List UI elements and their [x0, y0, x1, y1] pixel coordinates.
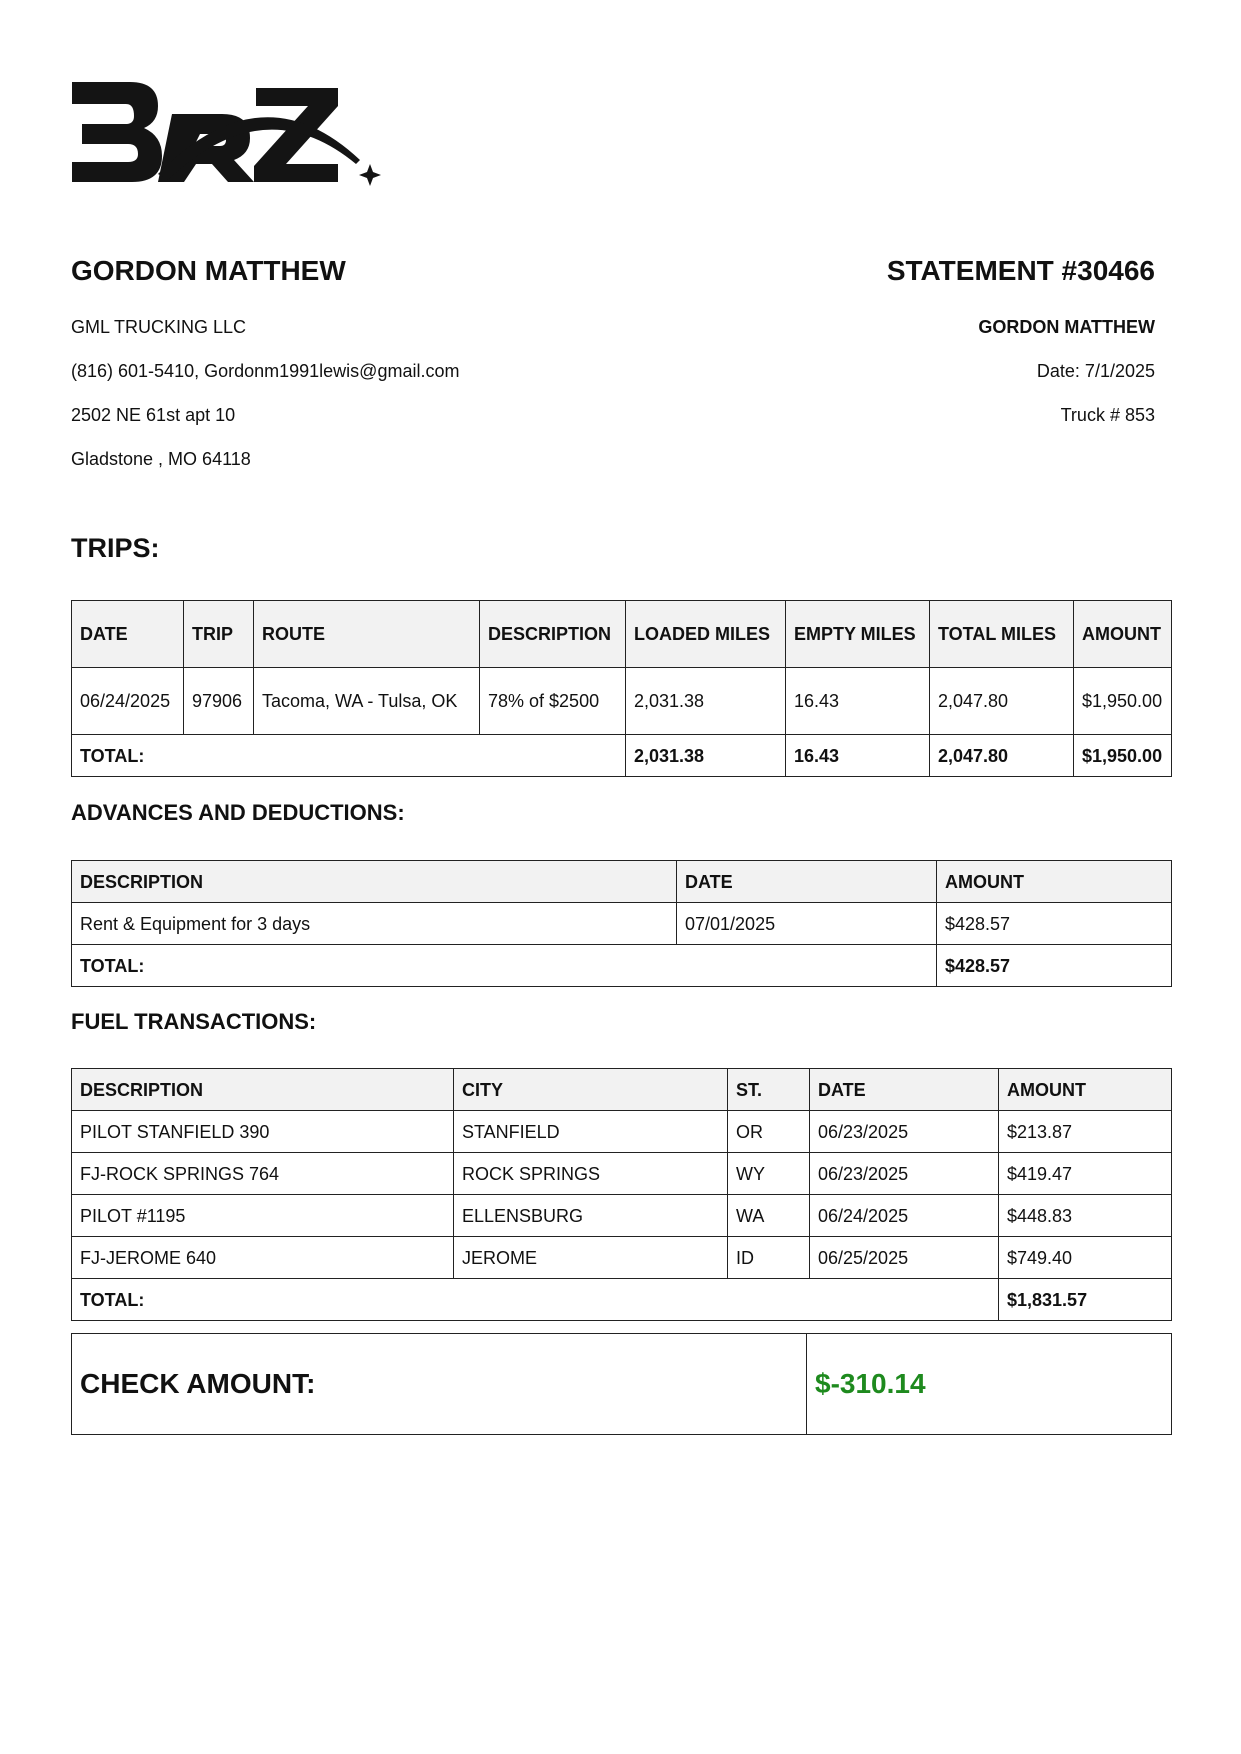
fuel-total-label: TOTAL: — [72, 1279, 999, 1321]
trip-date: 06/24/2025 — [72, 668, 184, 735]
trips-col-date: DATE — [72, 601, 184, 668]
fuel-col-date: DATE — [810, 1069, 999, 1111]
fuel-city: ROCK SPRINGS — [454, 1153, 728, 1195]
fuel-total-amount: $1,831.57 — [999, 1279, 1172, 1321]
trips-col-trip: TRIP — [184, 601, 254, 668]
fuel-header-row — [72, 1069, 1172, 1111]
fuel-col-description: DESCRIPTION — [72, 1069, 454, 1111]
fuel-state: WY — [728, 1153, 810, 1195]
fuel-amount: $749.40 — [999, 1237, 1172, 1279]
trip-empty-miles: 16.43 — [786, 668, 930, 735]
check-row — [72, 1334, 1172, 1435]
advances-col-amount: AMOUNT — [937, 861, 1172, 903]
fuel-city: STANFIELD — [454, 1111, 728, 1153]
trip-route: Tacoma, WA - Tulsa, OK — [254, 668, 480, 735]
trips-total-amount: $1,950.00 — [1074, 735, 1172, 777]
check-amount-label: CHECK AMOUNT: — [72, 1334, 807, 1435]
fuel-description: FJ-JEROME 640 — [72, 1237, 454, 1279]
table-row — [72, 1153, 1172, 1195]
trips-col-amount: AMOUNT — [1074, 601, 1172, 668]
fuel-col-state: ST. — [728, 1069, 810, 1111]
statement-name: GORDON MATTHEW — [978, 317, 1155, 337]
driver-address-line1: 2502 NE 61st apt 10 — [71, 405, 236, 425]
fuel-city: JEROME — [454, 1237, 728, 1279]
table-row — [72, 1237, 1172, 1279]
driver-contact: (816) 601-5410, Gordonm1991lewis@gmail.com — [71, 361, 460, 381]
fuel-description: FJ-ROCK SPRINGS 764 — [72, 1153, 454, 1195]
fuel-amount: $419.47 — [999, 1153, 1172, 1195]
trips-col-route: ROUTE — [254, 601, 480, 668]
advance-amount: $428.57 — [937, 903, 1172, 945]
fuel-col-city: CITY — [454, 1069, 728, 1111]
trip-amount: $1,950.00 — [1074, 668, 1172, 735]
sparkle-star-icon — [359, 164, 381, 186]
driver-company: GML TRUCKING LLC — [71, 317, 247, 337]
trip-total-miles: 2,047.80 — [930, 668, 1074, 735]
trips-total-empty: 16.43 — [786, 735, 930, 777]
driver-address-line2: Gladstone , MO 64118 — [71, 449, 251, 469]
trips-total-loaded: 2,031.38 — [626, 735, 786, 777]
driver-name: GORDON MATTHEW — [71, 255, 346, 286]
trip-number: 97906 — [184, 668, 254, 735]
advance-date: 07/01/2025 — [677, 903, 937, 945]
fuel-date: 06/24/2025 — [810, 1195, 999, 1237]
trip-loaded-miles: 2,031.38 — [626, 668, 786, 735]
fuel-table — [71, 1068, 1172, 1321]
driver-info — [71, 250, 631, 492]
fuel-state: WA — [728, 1195, 810, 1237]
trips-total-row — [72, 735, 1172, 777]
advances-col-description: DESCRIPTION — [72, 861, 677, 903]
fuel-state: OR — [728, 1111, 810, 1153]
trips-table — [71, 600, 1172, 777]
fuel-col-amount: AMOUNT — [999, 1069, 1172, 1111]
trips-col-total-miles: TOTAL MILES — [930, 601, 1074, 668]
fuel-description: PILOT STANFIELD 390 — [72, 1111, 454, 1153]
statement-date: Date: 7/1/2025 — [1036, 361, 1155, 381]
trips-col-empty-miles: EMPTY MILES — [786, 601, 930, 668]
trips-col-loaded-miles: LOADED MILES — [626, 601, 786, 668]
advances-title: ADVANCES AND DEDUCTIONS: — [71, 800, 405, 825]
fuel-description: PILOT #1195 — [72, 1195, 454, 1237]
statement-truck: Truck # 853 — [1060, 405, 1155, 425]
fuel-total-row — [72, 1279, 1172, 1321]
company-logo — [72, 78, 382, 198]
advances-table — [71, 860, 1172, 987]
fuel-date: 06/23/2025 — [810, 1111, 999, 1153]
trip-description: 78% of $2500 — [480, 668, 626, 735]
table-row — [72, 668, 1172, 735]
trips-header-row — [72, 601, 1172, 668]
trips-total-label: TOTAL: — [72, 735, 626, 777]
fuel-date: 06/23/2025 — [810, 1153, 999, 1195]
table-row — [72, 1195, 1172, 1237]
fuel-amount: $448.83 — [999, 1195, 1172, 1237]
advances-total-amount: $428.57 — [937, 945, 1172, 987]
advances-header-row — [72, 861, 1172, 903]
advance-description: Rent & Equipment for 3 days — [72, 903, 677, 945]
table-row — [72, 903, 1172, 945]
fuel-title: FUEL TRANSACTIONS: — [71, 1009, 317, 1034]
advances-total-row — [72, 945, 1172, 987]
statement-title: STATEMENT #30466 — [886, 255, 1155, 286]
check-amount-value: $-310.14 — [807, 1334, 1172, 1435]
fuel-amount: $213.87 — [999, 1111, 1172, 1153]
advances-total-label: TOTAL: — [72, 945, 937, 987]
trips-total-miles: 2,047.80 — [930, 735, 1074, 777]
statement-info — [655, 250, 1155, 448]
advances-col-date: DATE — [677, 861, 937, 903]
trips-col-description: DESCRIPTION — [480, 601, 626, 668]
check-amount-table — [71, 1333, 1172, 1435]
trips-title: TRIPS: — [71, 533, 160, 563]
fuel-state: ID — [728, 1237, 810, 1279]
table-row — [72, 1111, 1172, 1153]
fuel-city: ELLENSBURG — [454, 1195, 728, 1237]
fuel-date: 06/25/2025 — [810, 1237, 999, 1279]
